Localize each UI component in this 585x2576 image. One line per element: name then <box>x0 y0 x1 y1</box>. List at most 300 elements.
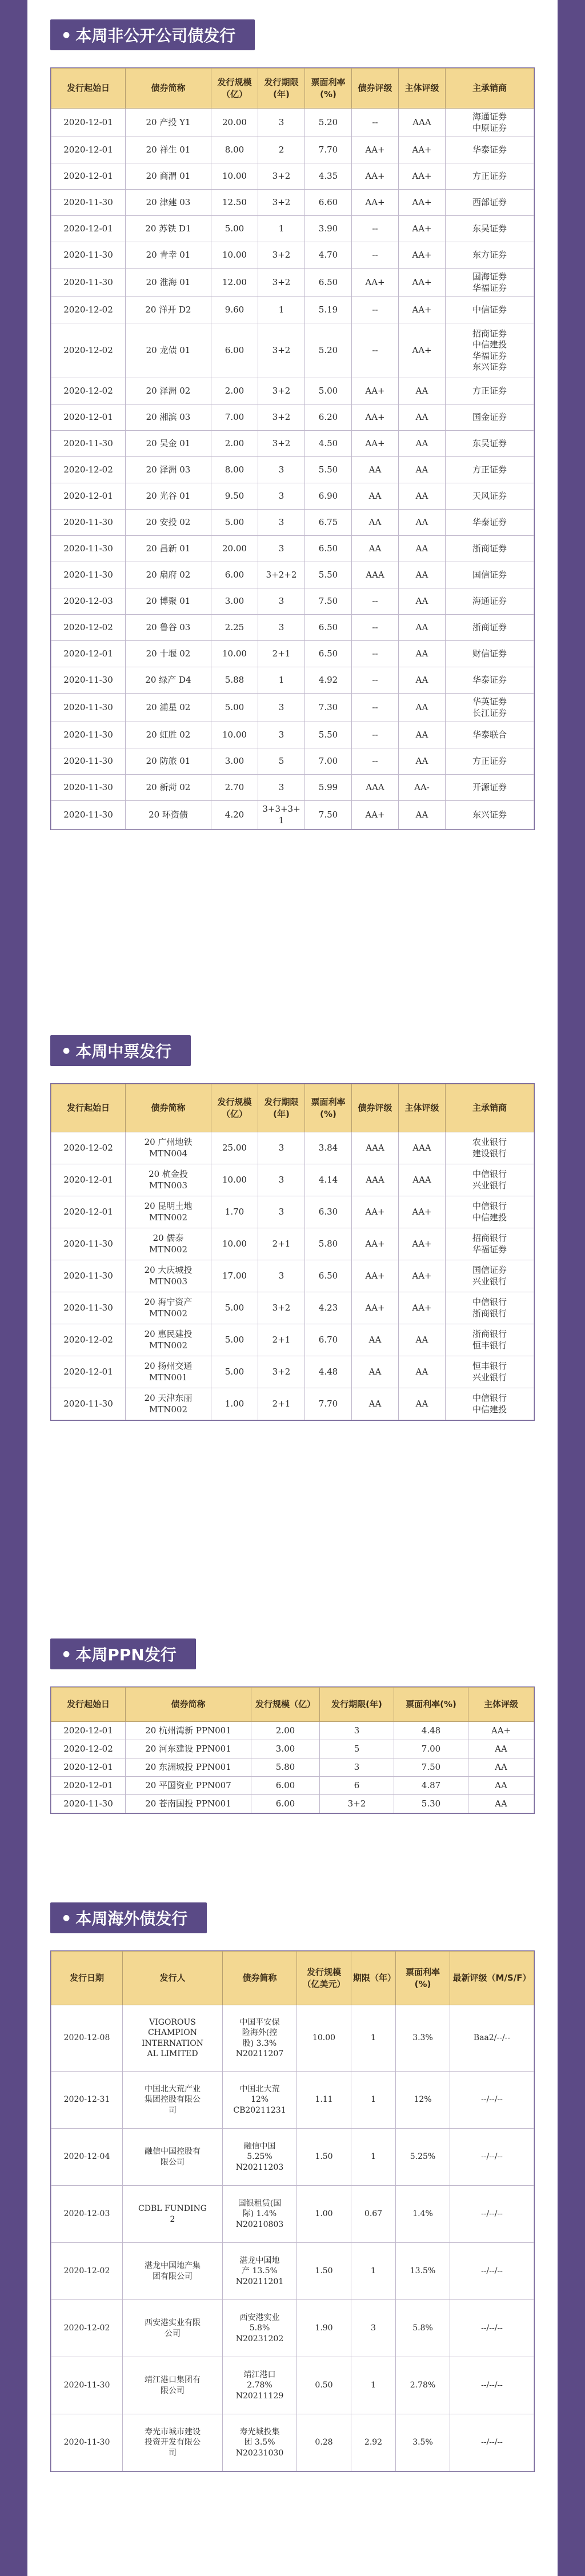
table-cell: 恒丰银行 兴业银行 <box>446 1356 534 1388</box>
table-cell: 招商证券 中信建投 华福证券 东兴证券 <box>446 323 534 378</box>
table-cell: 10.00 <box>211 1228 258 1260</box>
table-cell: 2.25 <box>211 615 258 641</box>
column-header: 债券简称 <box>126 1688 251 1722</box>
table-row <box>51 694 534 722</box>
table-cell: AA <box>352 1356 399 1388</box>
table-cell: 2020-11-30 <box>51 2414 123 2471</box>
table-cell: -- <box>352 641 399 667</box>
table-cell: 2 <box>258 137 305 163</box>
table-cell: 20 环资债 <box>126 801 211 830</box>
table-cell: AA <box>352 1324 399 1356</box>
bullet-icon: ● <box>63 1046 70 1055</box>
table-cell: AA+ <box>399 163 446 190</box>
table-cell: 6.70 <box>305 1324 352 1356</box>
bullet-icon: ● <box>63 1913 70 1922</box>
table-cell: AA+ <box>468 1722 534 1740</box>
table-cell: AA+ <box>352 190 399 216</box>
table-cell: 3+2 <box>320 1795 394 1813</box>
table-cell: 2020-11-30 <box>51 431 126 457</box>
table-row <box>51 1164 534 1196</box>
table-cell: 6.50 <box>305 269 352 297</box>
table-cell: AA+ <box>352 1228 399 1260</box>
table-cell: 3.3% <box>396 2005 450 2072</box>
table-cell: 2020-12-08 <box>51 2005 123 2072</box>
table-cell: 13.5% <box>396 2243 450 2300</box>
table-cell: 20 东洲城投 PPN001 <box>126 1758 251 1777</box>
table-cell: 5.00 <box>211 1292 258 1324</box>
table-cell: 12.00 <box>211 269 258 297</box>
table-cell: AAA <box>399 1132 446 1164</box>
table-cell: --/--/-- <box>450 2414 534 2471</box>
table-cell: 2020-12-02 <box>51 457 126 483</box>
table-row <box>51 323 534 378</box>
table-cell: 25.00 <box>211 1132 258 1164</box>
column-header: 票面利率(%) <box>394 1688 468 1722</box>
column-header: 发行规模（亿） <box>251 1688 320 1722</box>
table-row <box>51 457 534 483</box>
table-cell: AA <box>399 1356 446 1388</box>
table-cell: 20 苍南国投 PPN001 <box>126 1795 251 1813</box>
table-cell: 4.14 <box>305 1164 352 1196</box>
table-cell: 2020-12-01 <box>51 1164 126 1196</box>
table-cell: 5.00 <box>211 1324 258 1356</box>
table-cell: 2020-11-30 <box>51 722 126 748</box>
table-cell: 6.50 <box>305 1260 352 1292</box>
table-cell: 20 青幸 01 <box>126 242 211 269</box>
table-cell: 西安港实业 5.8% N20231202 <box>223 2300 297 2357</box>
table-cell: 10.00 <box>211 641 258 667</box>
table-cell: 国金证券 <box>446 404 534 431</box>
table-row <box>51 1722 534 1740</box>
table-header-row <box>51 1688 534 1722</box>
table-cell: 3 <box>258 722 305 748</box>
table-cell: 华泰联合 <box>446 722 534 748</box>
table-cell: 10.00 <box>297 2005 351 2072</box>
section-title-ppn <box>50 1638 196 1669</box>
section-title-text: 本周PPN发行 <box>75 1645 177 1664</box>
table-cell: AA+ <box>352 163 399 190</box>
table-cell: 1 <box>351 2129 396 2186</box>
table-cell: 3+2 <box>258 269 305 297</box>
table-cell: --/--/-- <box>450 2357 534 2414</box>
table-cell: 20 昌新 01 <box>126 536 211 562</box>
table-cell: 寿光市城市建设 投资开发有限公 司 <box>123 2414 223 2471</box>
table-cell: 7.00 <box>211 404 258 431</box>
table-cell: AA <box>399 641 446 667</box>
table-cell: 5.99 <box>305 775 352 801</box>
table-cell: 20 产投 Y1 <box>126 109 211 137</box>
table-cell: 20 泽洲 03 <box>126 457 211 483</box>
table-cell: AAA <box>399 1164 446 1196</box>
table-cell: -- <box>352 748 399 775</box>
table-cell: 2020-12-01 <box>51 109 126 137</box>
table-cell: 中信证券 <box>446 297 534 323</box>
table-cell: 1 <box>258 297 305 323</box>
table-cell: 国信证券 兴业银行 <box>446 1260 534 1292</box>
table-row <box>51 1196 534 1228</box>
table-cell: 20 津建 03 <box>126 190 211 216</box>
table-cell: 中国北大荒 12% CB20211231 <box>223 2072 297 2129</box>
table-cell: 6.50 <box>305 536 352 562</box>
table-cell: 2020-12-01 <box>51 404 126 431</box>
table-cell: 财信证券 <box>446 641 534 667</box>
table-cell: 3 <box>258 483 305 510</box>
table-cell: AA <box>399 483 446 510</box>
table-cell: 4.70 <box>305 242 352 269</box>
table-cell: AA <box>399 694 446 722</box>
table-cell: 4.35 <box>305 163 352 190</box>
table-row <box>51 1795 534 1813</box>
table-cell: 2020-12-01 <box>51 163 126 190</box>
table-cell: 7.00 <box>394 1740 468 1758</box>
table-cell: 7.50 <box>394 1758 468 1777</box>
table-cell: AA+ <box>352 801 399 830</box>
table-cell: AAA <box>352 1132 399 1164</box>
table-cell: 20 淮海 01 <box>126 269 211 297</box>
table-cell: AA <box>352 510 399 536</box>
table-cell: 20.00 <box>211 109 258 137</box>
table-cell: 3 <box>258 588 305 615</box>
table-row <box>51 2243 534 2300</box>
column-header: 发行规模（亿） <box>211 1084 258 1132</box>
table-cell: 6.90 <box>305 483 352 510</box>
table-cell: 5.25% <box>396 2129 450 2186</box>
table-cell: 3 <box>258 1196 305 1228</box>
table-cell: 0.67 <box>351 2186 396 2243</box>
table-cell: 0.50 <box>297 2357 351 2414</box>
private-bond-table <box>50 67 535 830</box>
table-cell: 20.00 <box>211 536 258 562</box>
table-cell: 7.50 <box>305 801 352 830</box>
column-header: 票面利率(%) <box>305 69 352 109</box>
table-row <box>51 667 534 694</box>
table-cell: 2020-11-30 <box>51 2357 123 2414</box>
table-cell: 3 <box>258 1164 305 1196</box>
table-cell: 6.00 <box>211 562 258 588</box>
table-cell: 20 光谷 01 <box>126 483 211 510</box>
table-cell: 3+2 <box>258 190 305 216</box>
column-header: 发行期限(年) <box>320 1688 394 1722</box>
table-cell: 2020-11-30 <box>51 242 126 269</box>
column-header: 票面利率(%) <box>305 1084 352 1132</box>
table-cell: 1 <box>351 2243 396 2300</box>
table-cell: 20 防旅 01 <box>126 748 211 775</box>
table-cell: -- <box>352 588 399 615</box>
table-cell: AAA <box>399 109 446 137</box>
table-row <box>51 748 534 775</box>
table-cell: AA <box>352 483 399 510</box>
table-cell: 3 <box>258 694 305 722</box>
table-row <box>51 775 534 801</box>
table-cell: 2020-12-31 <box>51 2072 123 2129</box>
table-cell: 1.50 <box>297 2129 351 2186</box>
table-cell: AA <box>399 588 446 615</box>
table-cell: 4.50 <box>305 431 352 457</box>
table-row <box>51 404 534 431</box>
table-cell: 1.4% <box>396 2186 450 2243</box>
table-row <box>51 2414 534 2471</box>
bullet-icon: ● <box>63 1649 70 1658</box>
table-row <box>51 1777 534 1795</box>
column-header: 发行期限(年) <box>258 1084 305 1132</box>
table-cell: 3+2 <box>258 378 305 404</box>
table-cell: 华泰证券 <box>446 510 534 536</box>
table-cell: 1.11 <box>297 2072 351 2129</box>
table-cell: 浙商证券 <box>446 536 534 562</box>
table-row <box>51 641 534 667</box>
table-cell: AA+ <box>399 216 446 242</box>
table-cell: AA <box>399 378 446 404</box>
table-cell: 7.30 <box>305 694 352 722</box>
table-cell: 3.00 <box>211 588 258 615</box>
table-cell: 20 海宁资产 MTN002 <box>126 1292 211 1324</box>
table-cell: 20 河东建设 PPN001 <box>126 1740 251 1758</box>
table-cell: 12% <box>396 2072 450 2129</box>
table-cell: 2020-11-30 <box>51 1292 126 1324</box>
table-cell: 2020-11-30 <box>51 510 126 536</box>
table-cell: 20 平国资业 PPN007 <box>126 1777 251 1795</box>
table-cell: 3+2 <box>258 242 305 269</box>
table-cell: 20 十堰 02 <box>126 641 211 667</box>
table-cell: 2020-12-01 <box>51 1722 126 1740</box>
table-cell: AA+ <box>399 137 446 163</box>
table-cell: AA <box>399 562 446 588</box>
table-cell: 国银租赁(国 际) 1.4% N20210803 <box>223 2186 297 2243</box>
table-cell: AA <box>468 1758 534 1777</box>
table-cell: -- <box>352 667 399 694</box>
column-header: 主承销商 <box>446 69 534 109</box>
table-cell: 8.00 <box>211 137 258 163</box>
table-header-row <box>51 1952 534 2005</box>
table-cell: 5 <box>320 1740 394 1758</box>
table-cell: 2020-12-02 <box>51 2300 123 2357</box>
table-row <box>51 1356 534 1388</box>
table-cell: 6.20 <box>305 404 352 431</box>
table-cell: 中信银行 中信建投 <box>446 1196 534 1228</box>
table-row <box>51 588 534 615</box>
table-cell: AA <box>399 1388 446 1420</box>
table-cell: 靖江港口集团有 限公司 <box>123 2357 223 2414</box>
table-cell: 20 惠民建投 MTN002 <box>126 1324 211 1356</box>
table-cell: 2020-12-02 <box>51 378 126 404</box>
table-cell: 20 苏铁 D1 <box>126 216 211 242</box>
table-row <box>51 242 534 269</box>
table-cell: 2020-12-02 <box>51 2243 123 2300</box>
table-cell: 20 洋开 D2 <box>126 297 211 323</box>
table-cell: 海通证券 中原证券 <box>446 109 534 137</box>
ppn-section <box>50 1638 535 1814</box>
column-header: 债券评级 <box>352 69 399 109</box>
table-cell: --/--/-- <box>450 2186 534 2243</box>
table-cell: -- <box>352 615 399 641</box>
table-cell: 5.50 <box>305 457 352 483</box>
table-cell: 2+1 <box>258 1324 305 1356</box>
table-cell: AAA <box>352 562 399 588</box>
table-cell: 2020-12-01 <box>51 1777 126 1795</box>
table-cell: AA+ <box>399 323 446 378</box>
table-cell: AA+ <box>352 404 399 431</box>
table-cell: CDBL FUNDING 2 <box>123 2186 223 2243</box>
table-cell: 20 浦星 02 <box>126 694 211 722</box>
table-cell: 1.90 <box>297 2300 351 2357</box>
table-cell: 20 大庆城投 MTN003 <box>126 1260 211 1292</box>
table-cell: 7.70 <box>305 137 352 163</box>
table-row <box>51 190 534 216</box>
column-header: 债券简称 <box>126 69 211 109</box>
table-cell: 海通证券 <box>446 588 534 615</box>
table-cell: 3+2 <box>258 404 305 431</box>
table-row <box>51 269 534 297</box>
table-cell: 7.50 <box>305 588 352 615</box>
table-cell: AA+ <box>399 242 446 269</box>
table-cell: AA <box>468 1795 534 1813</box>
table-cell: 湛龙中国地产集 团有限公司 <box>123 2243 223 2300</box>
table-cell: AA+ <box>399 190 446 216</box>
table-cell: 4.20 <box>211 801 258 830</box>
table-cell: 6 <box>320 1777 394 1795</box>
table-cell: 中信银行 浙商银行 <box>446 1292 534 1324</box>
table-cell: 4.23 <box>305 1292 352 1324</box>
table-row <box>51 1132 534 1164</box>
table-cell: 2020-11-30 <box>51 801 126 830</box>
table-cell: -- <box>352 694 399 722</box>
table-cell: AA+ <box>399 297 446 323</box>
table-cell: 6.50 <box>305 615 352 641</box>
table-row <box>51 431 534 457</box>
table-cell: 3.00 <box>251 1740 320 1758</box>
table-cell: 3+2 <box>258 431 305 457</box>
table-cell: 3 <box>258 775 305 801</box>
column-header: 发行日期 <box>51 1952 123 2005</box>
table-cell: 3.00 <box>211 748 258 775</box>
table-cell: AA+ <box>352 431 399 457</box>
table-cell: AA <box>399 722 446 748</box>
table-cell: 中国北大荒产业 集团控股有限公 司 <box>123 2072 223 2129</box>
table-cell: AA <box>399 667 446 694</box>
ppn-table <box>50 1686 535 1814</box>
table-cell: AA <box>352 1388 399 1420</box>
table-cell: 2020-12-02 <box>51 297 126 323</box>
table-cell: AA+ <box>352 1196 399 1228</box>
table-cell: 2020-12-02 <box>51 615 126 641</box>
table-cell: Baa2/--/-- <box>450 2005 534 2072</box>
table-cell: --/--/-- <box>450 2243 534 2300</box>
table-cell: 东方证券 <box>446 242 534 269</box>
table-cell: 3 <box>320 1722 394 1740</box>
table-cell: AAA <box>352 1164 399 1196</box>
table-cell: 6.30 <box>305 1196 352 1228</box>
table-cell: 2020-11-30 <box>51 667 126 694</box>
table-cell: 2.00 <box>211 378 258 404</box>
table-cell: 2020-12-04 <box>51 2129 123 2186</box>
table-cell: 华泰证券 <box>446 137 534 163</box>
section-title-text: 本周非公开公司债发行 <box>75 26 236 45</box>
table-cell: 6.50 <box>305 641 352 667</box>
table-cell: 开源证券 <box>446 775 534 801</box>
table-cell: 华泰证券 <box>446 667 534 694</box>
table-cell: 20 龙债 01 <box>126 323 211 378</box>
table-row <box>51 2129 534 2186</box>
table-cell: 20 安投 02 <box>126 510 211 536</box>
table-cell: 3 <box>320 1758 394 1777</box>
table-cell: 靖江港口 2.78% N20211129 <box>223 2357 297 2414</box>
table-cell: 2020-12-02 <box>51 1324 126 1356</box>
table-cell: 12.50 <box>211 190 258 216</box>
table-cell: AA+ <box>352 1260 399 1292</box>
table-cell: 3+2 <box>258 323 305 378</box>
table-row <box>51 722 534 748</box>
table-cell: 2020-12-01 <box>51 641 126 667</box>
table-cell: 融信中国控股有 限公司 <box>123 2129 223 2186</box>
table-cell: 3 <box>258 109 305 137</box>
table-cell: 2020-11-30 <box>51 1260 126 1292</box>
column-header: 债券简称 <box>223 1952 297 2005</box>
table-row <box>51 1228 534 1260</box>
table-cell: 2020-12-01 <box>51 216 126 242</box>
table-cell: 2+1 <box>258 1228 305 1260</box>
table-cell: 1.50 <box>297 2243 351 2300</box>
table-cell: 东吴证券 <box>446 216 534 242</box>
table-cell: AA <box>399 536 446 562</box>
table-cell: 5.88 <box>211 667 258 694</box>
table-cell: AA <box>399 615 446 641</box>
table-row <box>51 562 534 588</box>
table-cell: 浙商证券 <box>446 615 534 641</box>
table-cell: 20 昆明土地 MTN002 <box>126 1196 211 1228</box>
table-row <box>51 297 534 323</box>
table-row <box>51 801 534 830</box>
table-cell: 农业银行 建设银行 <box>446 1132 534 1164</box>
table-cell: AA <box>399 404 446 431</box>
table-header-row <box>51 69 534 109</box>
table-cell: AA <box>399 431 446 457</box>
table-cell: 3 <box>258 457 305 483</box>
table-cell: 20 儒泰 MTN002 <box>126 1228 211 1260</box>
table-cell: 方正证券 <box>446 748 534 775</box>
table-cell: AA+ <box>352 137 399 163</box>
table-cell: 5.30 <box>394 1795 468 1813</box>
table-cell: AA <box>399 510 446 536</box>
table-row <box>51 109 534 137</box>
table-cell: 1 <box>351 2072 396 2129</box>
table-cell: 20 鲁谷 03 <box>126 615 211 641</box>
table-row <box>51 216 534 242</box>
table-cell: 10.00 <box>211 1164 258 1196</box>
table-cell: -- <box>352 216 399 242</box>
table-cell: 西安港实业有限 公司 <box>123 2300 223 2357</box>
table-cell: AA <box>352 457 399 483</box>
table-cell: 2.70 <box>211 775 258 801</box>
table-cell: 2.92 <box>351 2414 396 2471</box>
section-title-text: 本周海外债发行 <box>75 1909 188 1928</box>
column-header: 债券简称 <box>126 1084 211 1132</box>
table-cell: 20 杭金投 MTN003 <box>126 1164 211 1196</box>
table-header-row <box>51 1084 534 1132</box>
table-cell: -- <box>352 297 399 323</box>
table-cell: 寿光城投集 团 3.5% N20231030 <box>223 2414 297 2471</box>
table-cell: VIGOROUS CHAMPION INTERNATION AL LIMITED <box>123 2005 223 2072</box>
table-cell: --/--/-- <box>450 2300 534 2357</box>
mtn-table <box>50 1083 535 1421</box>
table-row <box>51 137 534 163</box>
table-cell: AA <box>399 457 446 483</box>
table-cell: 2020-11-30 <box>51 536 126 562</box>
table-cell: AA+ <box>352 269 399 297</box>
table-cell: AA+ <box>399 1292 446 1324</box>
section-title-overseas <box>50 1902 207 1933</box>
table-cell: 2020-11-30 <box>51 694 126 722</box>
table-cell: 5.19 <box>305 297 352 323</box>
